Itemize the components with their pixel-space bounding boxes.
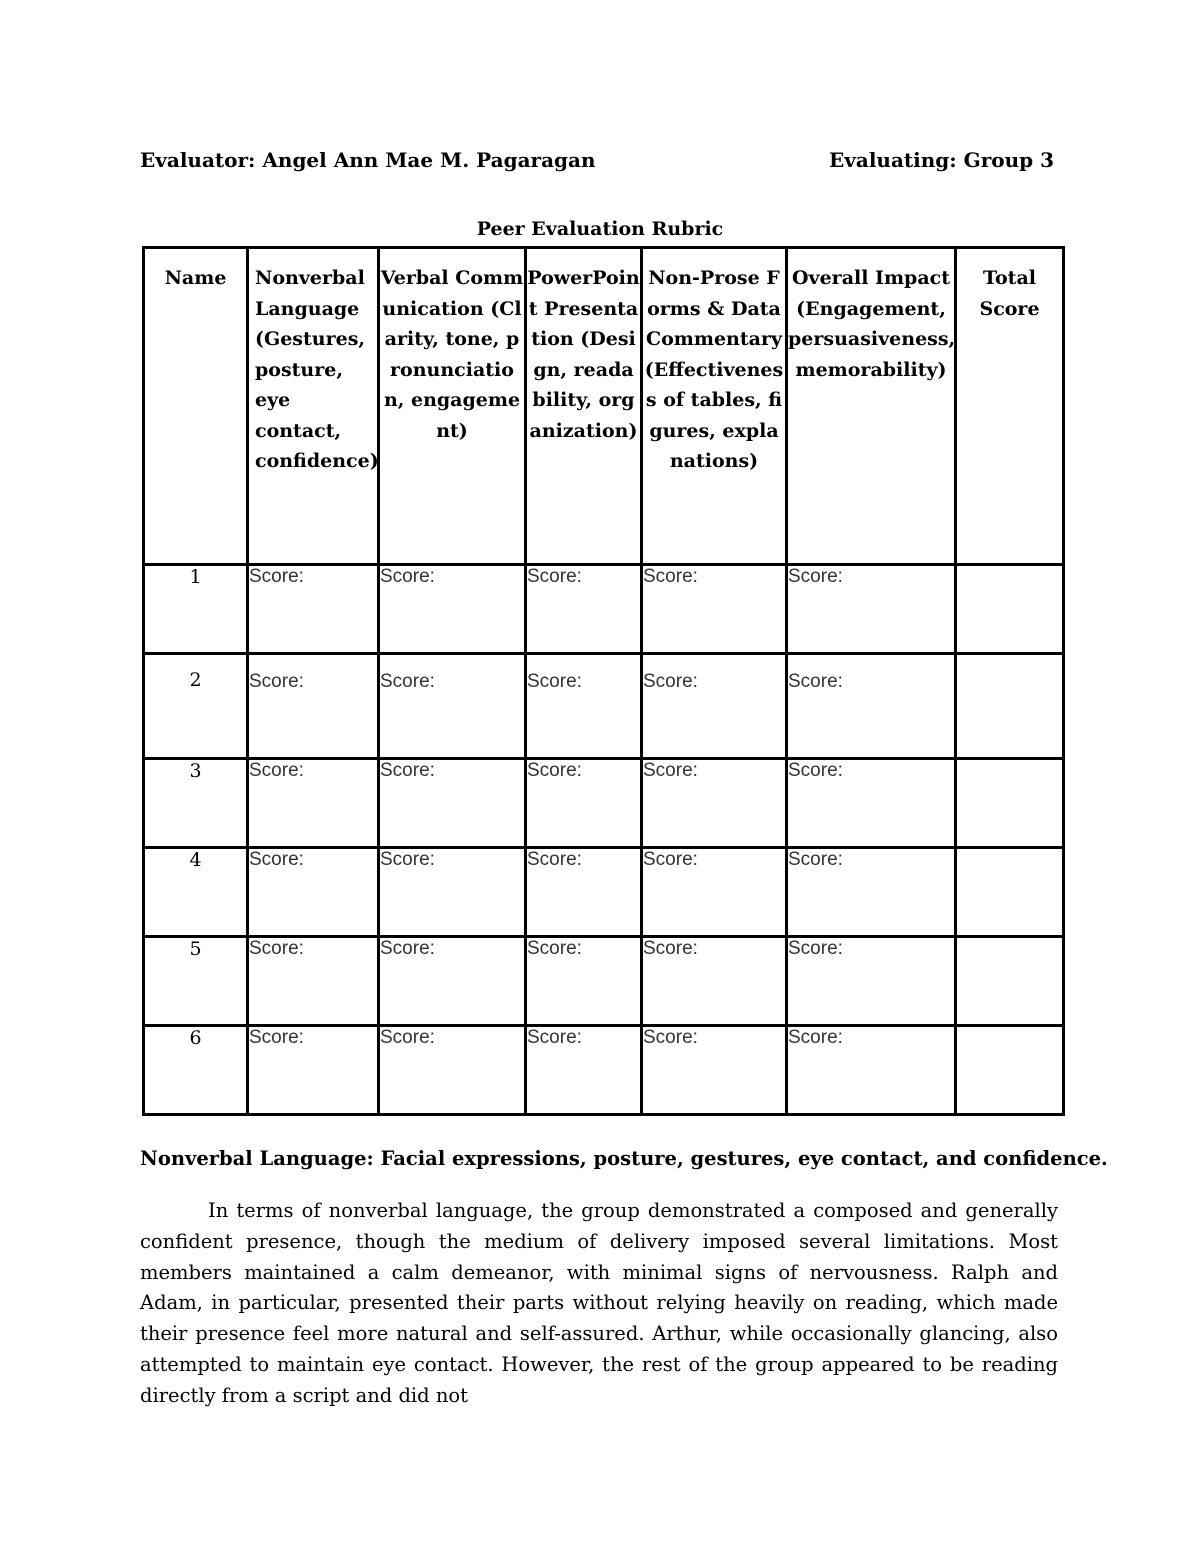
score-cell: Score:: [787, 937, 956, 1026]
score-cell: Score:: [787, 1026, 956, 1115]
table-row: [144, 654, 1064, 759]
column-header-non-prose: Non-Prose Forms & Data Commentary (Effectiveness of tables, figures, explanations): [642, 248, 787, 565]
total-score-cell: [956, 937, 1064, 1026]
score-cell: Score:: [379, 654, 526, 759]
table-row: [144, 937, 1064, 1026]
total-score-cell: [956, 848, 1064, 937]
score-cell: Score:: [248, 654, 379, 759]
score-cell: Score:: [379, 1026, 526, 1115]
table-row: [144, 848, 1064, 937]
document-header: [140, 148, 1054, 172]
total-score-cell: [956, 759, 1064, 848]
score-cell: Score:: [642, 937, 787, 1026]
column-header-total-score: Total Score: [956, 248, 1064, 565]
score-cell: Score:: [379, 565, 526, 654]
score-cell: Score:: [642, 654, 787, 759]
score-cell: Score:: [526, 1026, 642, 1115]
table-header-row: [144, 248, 1064, 565]
column-header-powerpoint: PowerPoint Presentation (Design, readability, organization): [526, 248, 642, 565]
score-cell: Score:: [248, 937, 379, 1026]
score-cell: Score:: [787, 759, 956, 848]
column-header-name: Name: [144, 248, 248, 565]
score-cell: Score:: [642, 565, 787, 654]
table-row: [144, 759, 1064, 848]
total-score-cell: [956, 565, 1064, 654]
column-header-verbal: Verbal Communication (Clarity, tone, pronunciation, engagement): [379, 248, 526, 565]
score-cell: Score:: [248, 848, 379, 937]
total-score-cell: [956, 654, 1064, 759]
peer-evaluation-table: [142, 246, 1065, 1116]
score-cell: Score:: [787, 654, 956, 759]
row-number: 6: [144, 1026, 248, 1115]
score-cell: Score:: [526, 937, 642, 1026]
score-cell: Score:: [379, 759, 526, 848]
score-cell: Score:: [248, 1026, 379, 1115]
row-number: 3: [144, 759, 248, 848]
score-cell: Score:: [248, 759, 379, 848]
rubric-title: Peer Evaluation Rubric: [476, 218, 724, 240]
score-cell: Score:: [787, 565, 956, 654]
score-cell: Score:: [248, 565, 379, 654]
score-cell: Score:: [642, 1026, 787, 1115]
score-cell: Score:: [379, 937, 526, 1026]
row-number: 2: [144, 654, 248, 759]
total-score-cell: [956, 1026, 1064, 1115]
evaluator-label: Evaluator: Angel Ann Mae M. Pagaragan: [140, 148, 596, 172]
score-cell: Score:: [526, 654, 642, 759]
score-cell: Score:: [379, 848, 526, 937]
score-cell: Score:: [526, 565, 642, 654]
score-cell: Score:: [642, 848, 787, 937]
table-row: [144, 1026, 1064, 1115]
section-heading: Nonverbal Language: Facial expressions, posture, gestures, eye contact, and confidence.: [140, 1147, 1108, 1170]
column-header-overall-impact: Overall Impact (Engagement, persuasiveness, memorability): [787, 248, 956, 565]
evaluating-label: Evaluating: Group 3: [829, 148, 1054, 172]
row-number: 5: [144, 937, 248, 1026]
score-cell: Score:: [787, 848, 956, 937]
score-cell: Score:: [642, 759, 787, 848]
column-header-nonverbal: Nonverbal Language (Gestures, posture, eye contact, confidence): [248, 248, 379, 565]
score-cell: Score:: [526, 759, 642, 848]
table-row: [144, 565, 1064, 654]
row-number: 1: [144, 565, 248, 654]
score-cell: Score:: [526, 848, 642, 937]
row-number: 4: [144, 848, 248, 937]
body-paragraph: In terms of nonverbal language, the group demonstrated a composed and generally confident presence, though the medium of delivery imposed several limitations. Most members maintained a calm demeanor, with minimal signs of nervousness. Ralph and Adam, in particular, presented their parts without relying heavily on reading, which made their presence feel more natural and self-assured. Arthur, while occasionally glancing, also attempted to maintain eye contact. However, the rest of the group appeared to be reading directly from a script and did not: [140, 1199, 1058, 1407]
